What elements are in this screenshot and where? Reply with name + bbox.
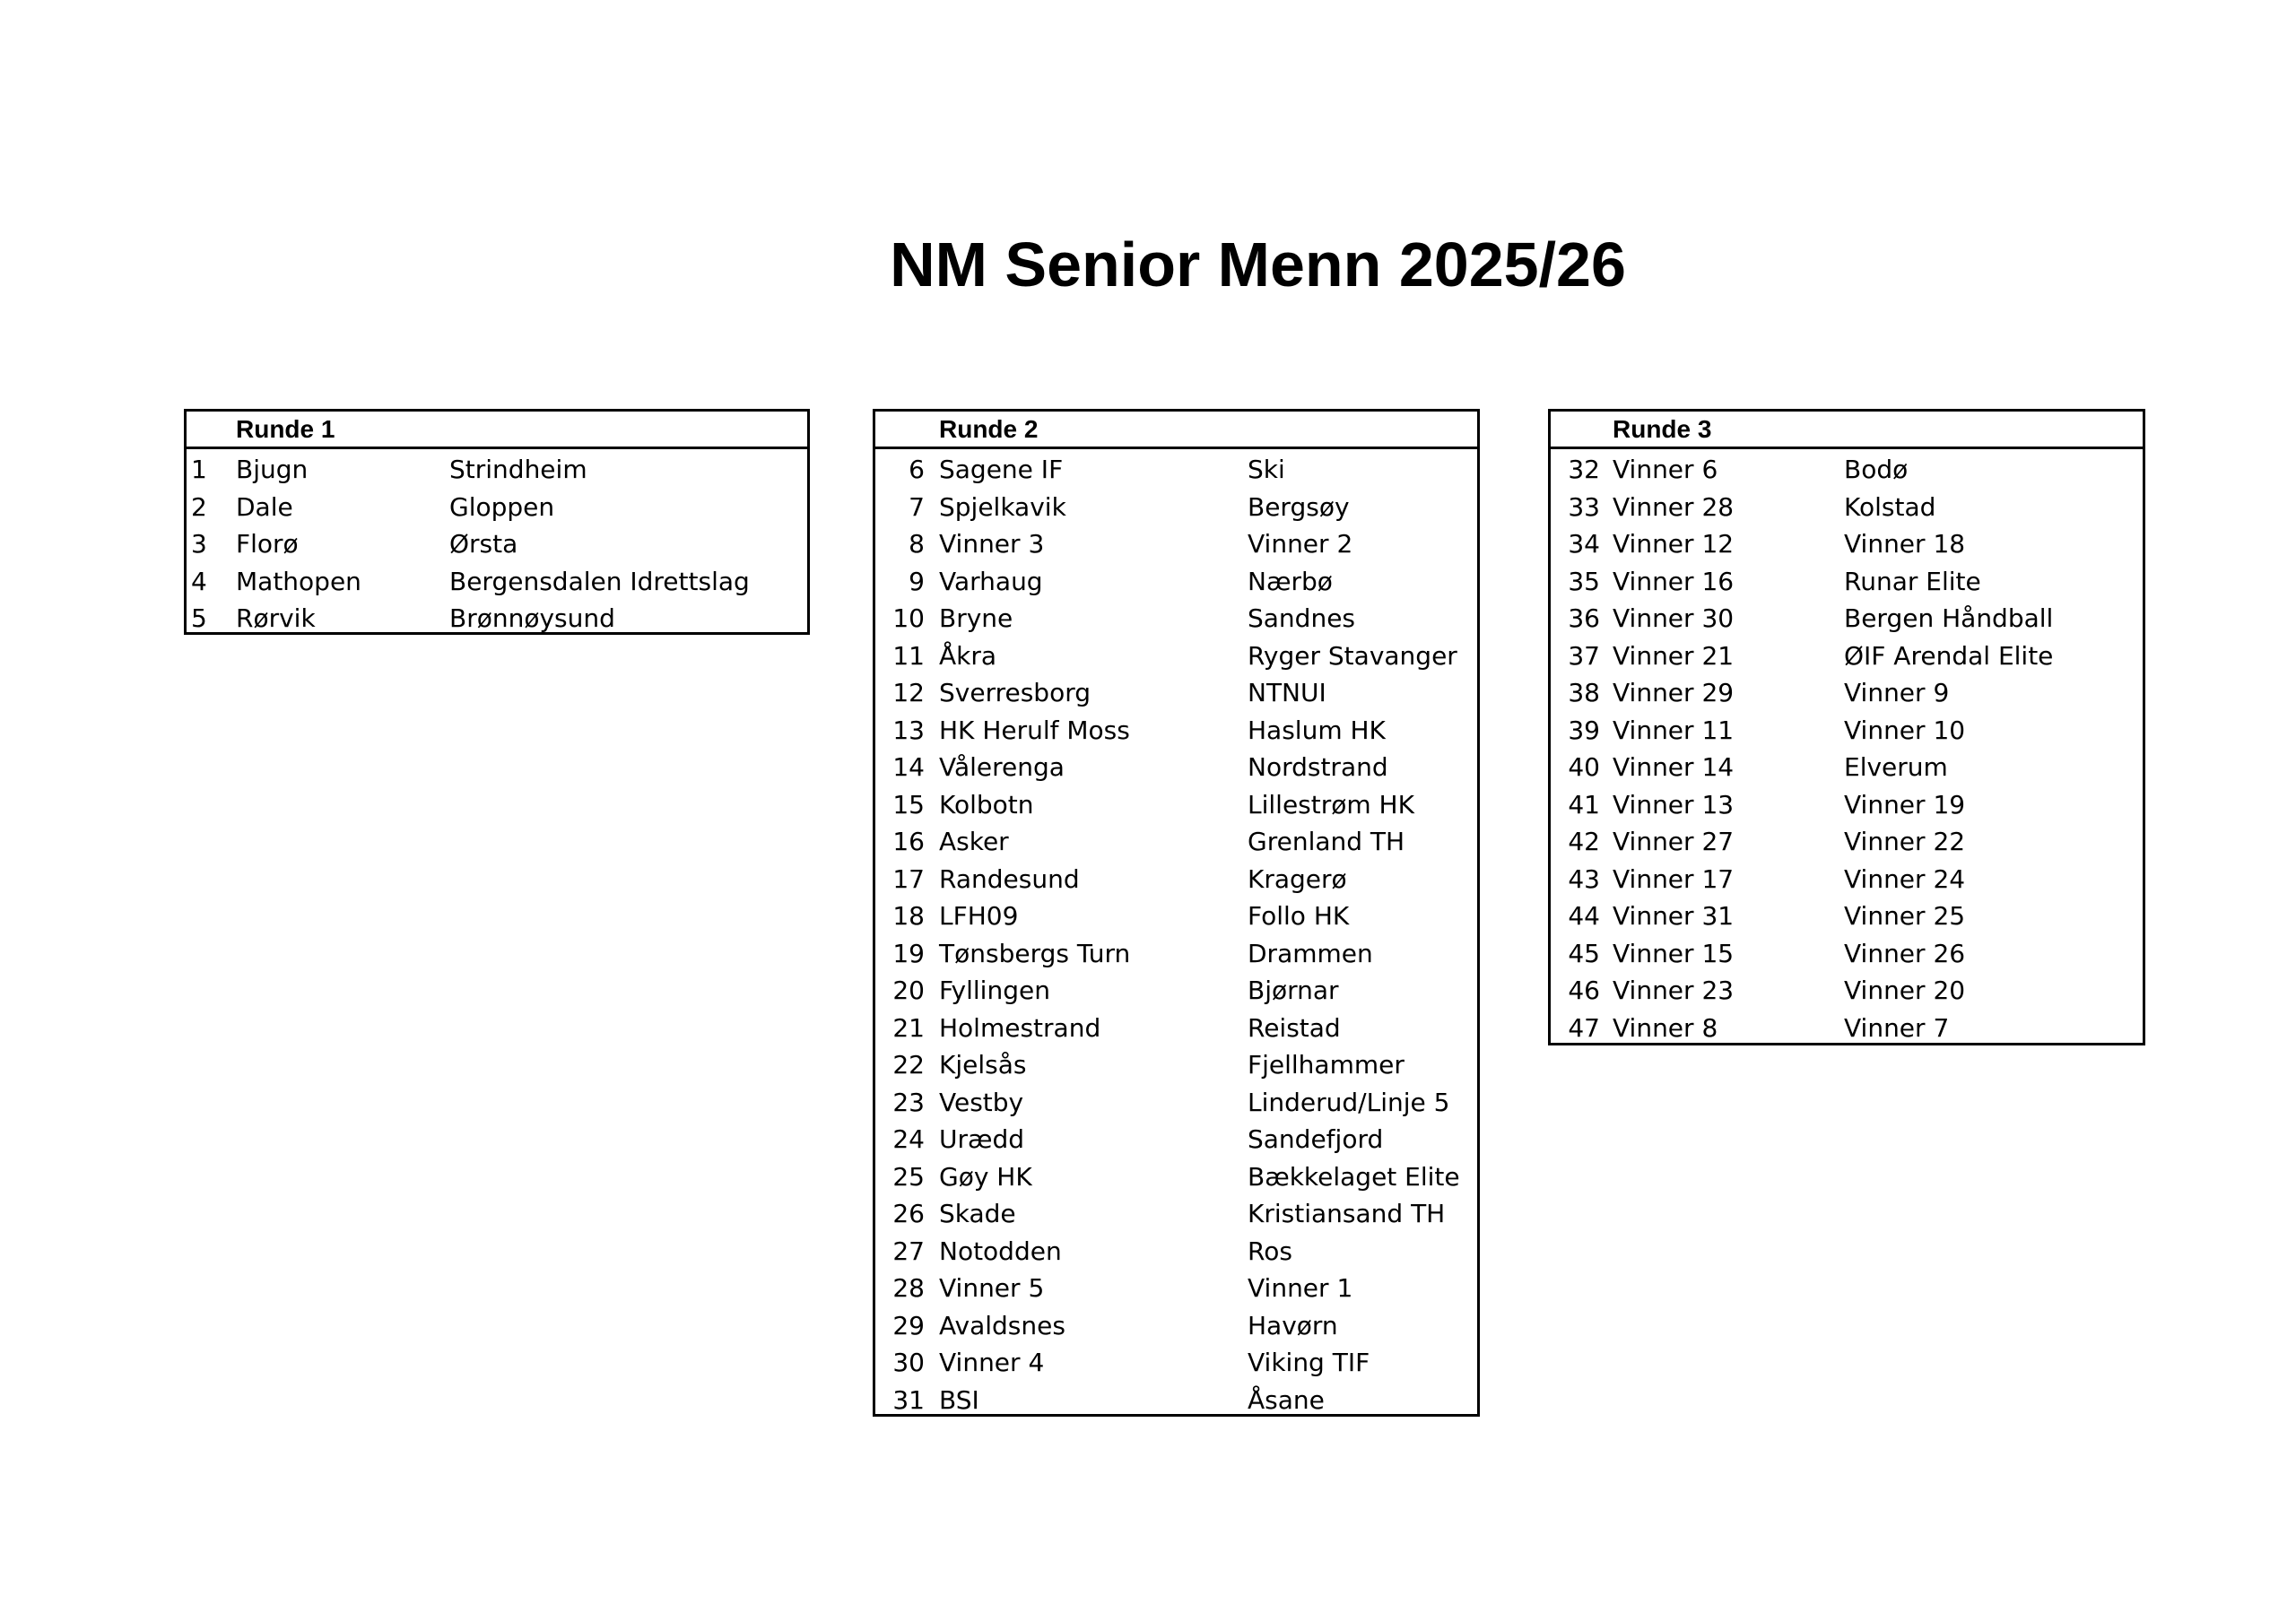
away-team: Brønnøysund (449, 603, 615, 633)
match-row (875, 786, 1477, 824)
match-list (187, 449, 807, 638)
match-number: 23 (892, 1087, 925, 1117)
match-row (875, 1382, 1477, 1419)
away-team: Gloppen (449, 491, 555, 522)
match-number: 45 (1568, 938, 1600, 968)
home-team: Vinner 27 (1613, 827, 1735, 856)
page-title: NM Senior Menn 2025/26 (890, 230, 1626, 299)
home-team: Vålerenga (939, 752, 1065, 782)
match-number: 3 (191, 529, 207, 559)
home-team: Vinner 31 (1613, 901, 1735, 931)
match-number: 21 (892, 1012, 925, 1043)
match-number: 5 (191, 603, 207, 633)
away-team: Grenland TH (1248, 827, 1405, 856)
home-team: Tønsbergs Turn (939, 938, 1131, 968)
match-row (187, 525, 807, 563)
match-number: 40 (1568, 752, 1600, 782)
away-team: Strindheim (449, 455, 587, 484)
match-number: 46 (1568, 976, 1600, 1005)
match-row (187, 451, 807, 489)
match-row (1551, 525, 2143, 563)
round-header (875, 412, 1477, 449)
away-team: Nærbø (1248, 566, 1333, 596)
away-team: Vinner 10 (1844, 715, 1966, 745)
away-team: Fjellhammer (1248, 1050, 1405, 1080)
match-number: 12 (892, 678, 925, 707)
home-team: Kjelsås (939, 1050, 1027, 1080)
away-team: Viking TIF (1248, 1348, 1370, 1377)
away-team: Bergen Håndball (1844, 603, 2054, 633)
match-number: 20 (892, 976, 925, 1005)
match-row (1551, 861, 2143, 898)
away-team: Åsane (1248, 1384, 1325, 1415)
home-team: Vinner 23 (1613, 976, 1735, 1005)
match-row (875, 935, 1477, 973)
match-row (1551, 600, 2143, 638)
away-team: Vinner 7 (1844, 1012, 1950, 1043)
match-row (1551, 674, 2143, 712)
match-row (1551, 489, 2143, 526)
match-number: 18 (892, 901, 925, 931)
match-number: 10 (892, 603, 925, 633)
match-number: 14 (892, 752, 925, 782)
match-row (187, 600, 807, 638)
away-team: Vinner 26 (1844, 938, 1966, 968)
match-number: 35 (1568, 566, 1600, 596)
away-team: Reistad (1248, 1012, 1341, 1043)
match-number: 29 (892, 1310, 925, 1340)
match-number: 32 (1568, 455, 1600, 484)
match-number: 24 (892, 1124, 925, 1154)
home-team: Gøy HK (939, 1161, 1032, 1192)
match-row (1551, 563, 2143, 601)
match-row (875, 749, 1477, 786)
away-team: Sandefjord (1248, 1124, 1384, 1154)
match-number: 17 (892, 863, 925, 894)
away-team: Ryger Stavanger (1248, 640, 1457, 671)
match-row (875, 1084, 1477, 1122)
match-number: 30 (892, 1348, 925, 1377)
match-row (1551, 935, 2143, 973)
match-number: 19 (892, 938, 925, 968)
away-team: Vinner 22 (1844, 827, 1966, 856)
match-row (875, 1121, 1477, 1158)
home-team: Florø (236, 529, 299, 559)
away-team: Bodø (1844, 455, 1909, 484)
match-row (1551, 972, 2143, 1010)
away-team: Kristiansand TH (1248, 1199, 1446, 1228)
home-team: LFH09 (939, 901, 1019, 931)
home-team: Vinner 12 (1613, 529, 1735, 559)
match-row (1551, 712, 2143, 750)
home-team: Varhaug (939, 566, 1043, 596)
match-number: 22 (892, 1050, 925, 1080)
match-number: 16 (892, 827, 925, 856)
match-number: 15 (892, 789, 925, 820)
away-team: Nordstrand (1248, 752, 1388, 782)
away-team: Vinner 2 (1248, 529, 1353, 559)
away-team: Ros (1248, 1236, 1292, 1266)
match-number: 37 (1568, 640, 1600, 671)
match-row (875, 1233, 1477, 1271)
match-row (875, 712, 1477, 750)
match-row (875, 898, 1477, 935)
home-team: Vinner 14 (1613, 752, 1735, 782)
home-team: Vestby (939, 1087, 1024, 1117)
away-team: Bergensdalen Idrettslag (449, 566, 750, 596)
match-row (1551, 638, 2143, 675)
match-row (875, 600, 1477, 638)
home-team: Vinner 3 (939, 529, 1045, 559)
away-team: Vinner 1 (1248, 1273, 1353, 1303)
home-team: Rørvik (236, 603, 316, 633)
round-header (1551, 412, 2143, 449)
match-number: 1 (191, 455, 207, 484)
home-team: Holmestrand (939, 1012, 1101, 1043)
away-team: Runar Elite (1844, 566, 1981, 596)
away-team: Elverum (1844, 752, 1948, 782)
match-number: 11 (892, 640, 925, 671)
home-team: Notodden (939, 1236, 1062, 1266)
round-header (187, 412, 807, 449)
home-team: Vinner 28 (1613, 491, 1735, 522)
match-row (1551, 823, 2143, 861)
match-row (875, 638, 1477, 675)
home-team: Vinner 15 (1613, 938, 1735, 968)
away-team: Lillestrøm HK (1248, 789, 1414, 820)
home-team: Skade (939, 1199, 1016, 1228)
match-number: 8 (909, 529, 925, 559)
away-team: Ørsta (449, 529, 518, 559)
match-row (1551, 898, 2143, 935)
match-list (875, 449, 1477, 1418)
match-row (187, 489, 807, 526)
match-number: 31 (892, 1384, 925, 1415)
home-team: BSI (939, 1384, 979, 1415)
home-team: Sverresborg (939, 678, 1091, 707)
home-team: Åkra (939, 640, 997, 671)
home-team: Urædd (939, 1124, 1025, 1154)
round-1-table (184, 409, 810, 635)
home-team: Dale (236, 491, 293, 522)
match-number: 34 (1568, 529, 1600, 559)
match-row (875, 674, 1477, 712)
match-number: 6 (909, 455, 925, 484)
home-team: Asker (939, 827, 1009, 856)
away-team: Ski (1248, 455, 1285, 484)
away-team: Vinner 24 (1844, 863, 1966, 894)
round-2-table (873, 409, 1480, 1417)
home-team: Fyllingen (939, 976, 1050, 1005)
home-team: Vinner 11 (1613, 715, 1735, 745)
match-row (187, 563, 807, 601)
match-row (875, 563, 1477, 601)
match-row (875, 489, 1477, 526)
match-row (1551, 786, 2143, 824)
match-row (875, 1046, 1477, 1084)
away-team: Havørn (1248, 1310, 1338, 1340)
away-team: Vinner 20 (1844, 976, 1966, 1005)
home-team: Bryne (939, 603, 1013, 633)
home-team: HK Herulf Moss (939, 715, 1130, 745)
home-team: Vinner 8 (1613, 1012, 1718, 1043)
match-row (875, 972, 1477, 1010)
away-team: Vinner 19 (1844, 789, 1966, 820)
match-number: 38 (1568, 678, 1600, 707)
away-team: Drammen (1248, 938, 1373, 968)
match-row (875, 1010, 1477, 1047)
home-team: Vinner 5 (939, 1273, 1045, 1303)
round-label: Runde 2 (939, 415, 1039, 443)
away-team: Vinner 25 (1844, 901, 1966, 931)
away-team: Kolstad (1844, 491, 1936, 522)
home-team: Randesund (939, 863, 1080, 894)
away-team: Bækkelaget Elite (1248, 1161, 1460, 1192)
match-number: 25 (892, 1161, 925, 1192)
match-number: 28 (892, 1273, 925, 1303)
match-row (875, 451, 1477, 489)
match-number: 43 (1568, 863, 1600, 894)
match-row (875, 1344, 1477, 1382)
match-number: 39 (1568, 715, 1600, 745)
round-label: Runde 1 (236, 415, 335, 443)
match-row (875, 1158, 1477, 1196)
match-number: 44 (1568, 901, 1600, 931)
away-team: Follo HK (1248, 901, 1350, 931)
match-number: 2 (191, 491, 207, 522)
home-team: Vinner 4 (939, 1348, 1045, 1377)
home-team: Spjelkavik (939, 491, 1066, 522)
match-number: 13 (892, 715, 925, 745)
match-row (1551, 451, 2143, 489)
match-number: 4 (191, 566, 207, 596)
home-team: Mathopen (236, 566, 361, 596)
match-number: 42 (1568, 827, 1600, 856)
home-team: Vinner 17 (1613, 863, 1735, 894)
match-row (1551, 1010, 2143, 1047)
away-team: Linderud/Linje 5 (1248, 1087, 1450, 1117)
round-3-table (1548, 409, 2145, 1045)
match-row (875, 823, 1477, 861)
home-team: Vinner 29 (1613, 678, 1735, 707)
home-team: Kolbotn (939, 789, 1034, 820)
home-team: Vinner 6 (1613, 455, 1718, 484)
match-row (875, 1195, 1477, 1233)
home-team: Vinner 13 (1613, 789, 1735, 820)
match-number: 7 (909, 491, 925, 522)
away-team: Kragerø (1248, 863, 1347, 894)
match-number: 36 (1568, 603, 1600, 633)
match-row (1551, 749, 2143, 786)
away-team: Bergsøy (1248, 491, 1350, 522)
away-team: Haslum HK (1248, 715, 1386, 745)
away-team: Vinner 9 (1844, 678, 1950, 707)
home-team: Sagene IF (939, 455, 1064, 484)
round-label: Runde 3 (1613, 415, 1712, 443)
home-team: Avaldsnes (939, 1310, 1065, 1340)
match-number: 41 (1568, 789, 1600, 820)
match-number: 27 (892, 1236, 925, 1266)
home-team: Vinner 16 (1613, 566, 1735, 596)
match-list (1551, 449, 2143, 1046)
match-number: 33 (1568, 491, 1600, 522)
home-team: Vinner 21 (1613, 640, 1735, 671)
away-team: ØIF Arendal Elite (1844, 640, 2054, 671)
home-team: Vinner 30 (1613, 603, 1735, 633)
match-number: 47 (1568, 1012, 1600, 1043)
away-team: NTNUI (1248, 678, 1326, 707)
match-row (875, 525, 1477, 563)
match-row (875, 1270, 1477, 1307)
match-number: 9 (909, 566, 925, 596)
match-row (875, 861, 1477, 898)
home-team: Bjugn (236, 455, 309, 484)
match-row (875, 1307, 1477, 1345)
away-team: Bjørnar (1248, 976, 1339, 1005)
match-number: 26 (892, 1199, 925, 1228)
away-team: Sandnes (1248, 603, 1356, 633)
away-team: Vinner 18 (1844, 529, 1966, 559)
